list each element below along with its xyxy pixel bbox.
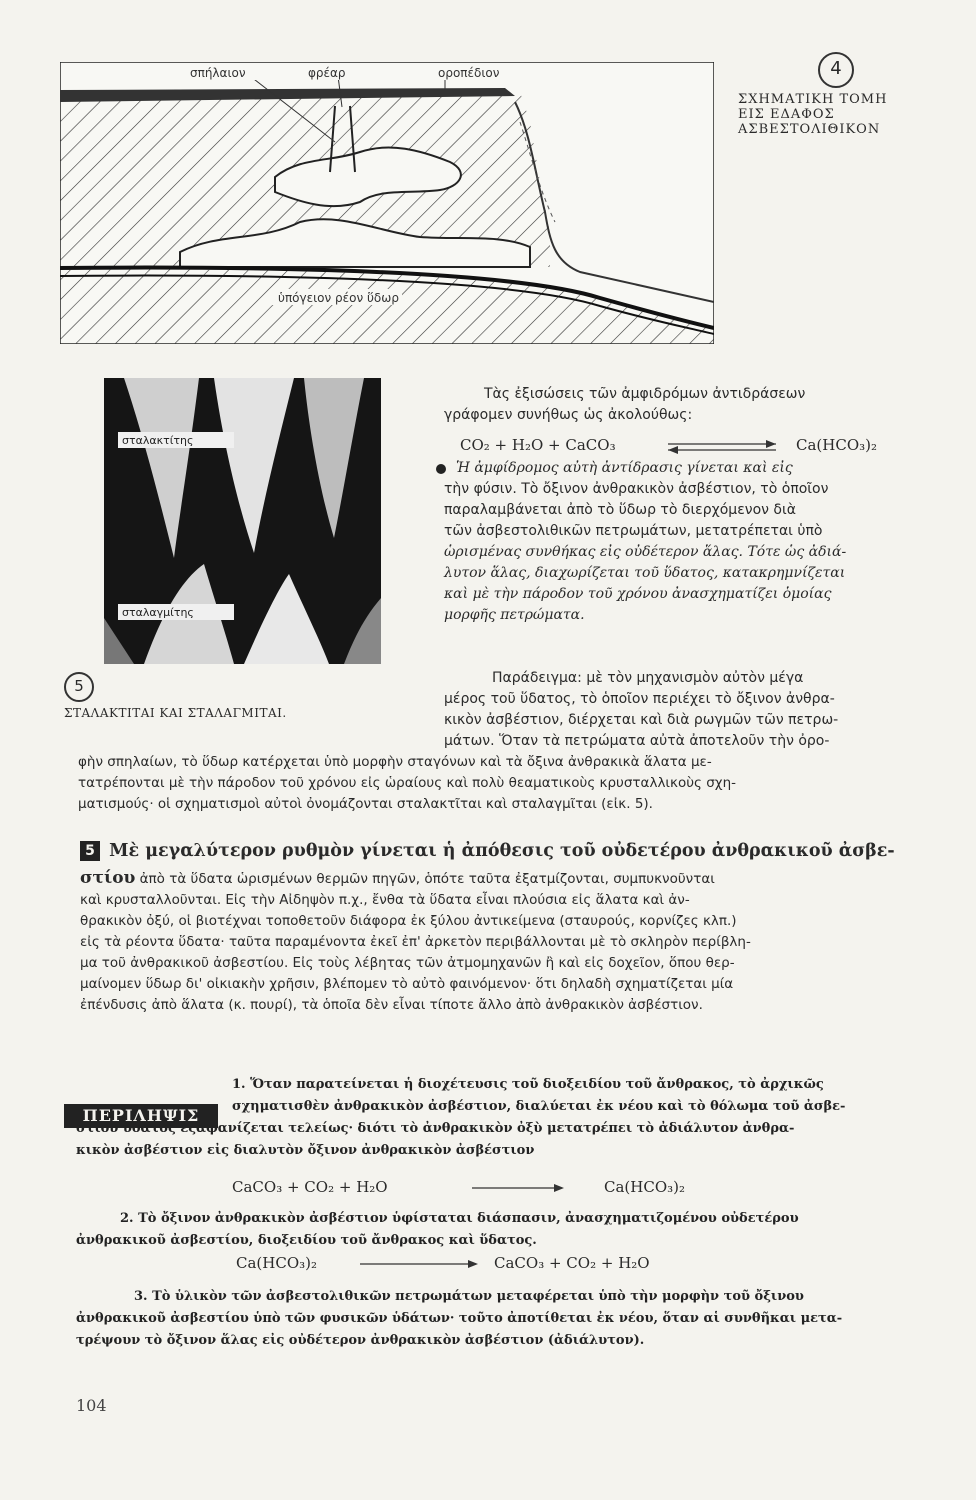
text-line: ἀπὸ τὰ ὕδατα ὡρισμένων θερμῶν πηγῶν, ὁπότε ταῦτα ἐξατμίζονται, συμπυκνοῦνται bbox=[139, 871, 715, 887]
section-heading bbox=[80, 840, 960, 868]
text-line: παραλαμβάνεται ἀπὸ τὸ ὕδωρ τὸ διερχόμενον διὰ bbox=[444, 502, 796, 518]
figure-5-caption: ΣΤΑΛΑΚΤΙΤΑΙ ΚΑΙ ΣΤΑΛΑΓΜΙΤΑΙ. bbox=[64, 706, 287, 720]
text-line: κικὸν ἀσβέστιον, διέρχεται καὶ διὰ ρωγμῶν τῶν πετρω- bbox=[444, 712, 839, 728]
section-heading-text: Μὲ μεγαλύτερον ρυθμὸν γίνεται ἡ ἀπόθεσις τοῦ οὐδετέρου ἀνθρακικοῦ ἀσβε- bbox=[109, 840, 895, 861]
intro-text bbox=[444, 384, 954, 426]
text-line: μορφῆς πετρώματα. bbox=[444, 607, 585, 623]
text-line: 3. Τὸ ὑλικὸν τῶν ἀσβεστολιθικῶν πετρωμάτων μεταφέρεται ὑπὸ τὴν μορφὴν τοῦ ὄξινου bbox=[134, 1289, 804, 1304]
text-line: στίου ὕδατος ἐξαφανίζεται τελείως· διότι τὸ ἀνθρακικὸν ὀξὺ μετατρέπει τὸ ἀδιάλυτον ἀνθρα- bbox=[76, 1121, 795, 1136]
text-line: γράφομεν συνήθως ὡς ἀκολούθως: bbox=[444, 407, 693, 423]
equation-dissolution bbox=[232, 1178, 952, 1200]
equation-right: Ca(HCO₃)₂ bbox=[604, 1178, 686, 1196]
figure-5-number: 5 bbox=[64, 672, 94, 702]
text-line: ἀνθρακικοῦ ἀσβεστίου ὑπὸ τῶν φυσικῶν ὑδάτων· τοῦτο ἀποτίθεται ἐκ νέου, ὅταν αἱ συνθῆκαι μετα- bbox=[76, 1311, 843, 1326]
text-line: Ἡ ἀμφίδρομος αὐτὴ ἀντίδρασις γίνεται καὶ εἰς bbox=[456, 460, 793, 476]
bullet-icon bbox=[436, 464, 446, 474]
figure-5-photo bbox=[104, 378, 381, 664]
text-line: λυτον ἅλας, διαχωρίζεται τοῦ ὕδατος, κατακρημνίζεται bbox=[444, 565, 846, 581]
text-line: Τὰς ἐξισώσεις τῶν ἀμφιδρόμων ἀντιδράσεων bbox=[484, 386, 806, 402]
equation-decomposition bbox=[236, 1254, 956, 1276]
caption-line: ΣΧΗΜΑΤΙΚΗ ΤΟΜΗ bbox=[738, 92, 888, 107]
text-line: τῶν ἀσβεστολιθικῶν πετρωμάτων, μετατρέπεται ὑπὸ bbox=[444, 523, 823, 539]
equation-left: CO₂ + H₂O + CaCO₃ bbox=[460, 436, 616, 454]
label-cave: σπήλαιον bbox=[190, 66, 246, 80]
text-line: Παράδειγμα: μὲ τὸν μηχανισμὸν αὐτὸν μέγα bbox=[492, 670, 804, 686]
label-well: φρέαρ bbox=[308, 66, 346, 80]
text-line: ματισμούς· οἱ σχηματισμοὶ αὐτοὶ ὀνομάζονται σταλακτῖται καὶ σταλαγμῖται (εἰκ. 5). bbox=[78, 796, 653, 812]
section-number-badge: 5 bbox=[80, 841, 100, 861]
text-line: καὶ μὲ τὴν πάροδον τοῦ χρόνου ἀνασχηματίζει ὁμοίας bbox=[444, 586, 832, 602]
text-line: κικὸν ἀσβέστιον εἰς διαλυτὸν ὄξινον ἀνθρακικὸν ἀσβέστιον bbox=[76, 1143, 535, 1158]
text-line: ἐπένδυσις ἀπὸ ἅλατα (κ. πουρί), τὰ ὁποῖα δὲν εἶναι τίποτε ἄλλο ἀπὸ ἀνθρακικὸν ἀσβέστιον. bbox=[80, 997, 703, 1013]
text-line: 1. Ὅταν παρατείνεται ἡ διοχέτευσις τοῦ διοξειδίου τοῦ ἄνθρακος, τὸ ἀρχικῶς bbox=[232, 1077, 824, 1092]
label-plateau: οροπέδιον bbox=[438, 66, 500, 80]
text-line: 2. Τὸ ὄξινον ἀνθρακικὸν ἀσβέστιον ὑφίσταται διάσπασιν, ἀνασχηματιζομένου οὐδετέρου bbox=[120, 1211, 799, 1226]
stalactites-photo-illustration bbox=[104, 378, 381, 664]
text-line: ἀνθρακικοῦ ἀσβεστίου, διοξειδίου τοῦ ἄνθρακος καὶ ὕδατος. bbox=[76, 1233, 537, 1248]
equation-left: Ca(HCO₃)₂ bbox=[236, 1254, 318, 1272]
paragraph-nature-body bbox=[444, 479, 954, 626]
limestone-section-illustration bbox=[60, 62, 714, 344]
summary-item-1 bbox=[76, 1074, 956, 1162]
summary-badge: ΠΕΡΙΛΗΨΙΣ bbox=[64, 1104, 218, 1128]
text-line: καὶ κρυσταλλοῦνται. Εἰς τὴν Αἰδηψὸν π.χ., ἔνθα τὰ ὕδατα εἶναι πλούσια εἰς ἅλατα καὶ ἀν- bbox=[80, 892, 690, 908]
text-line: τρέψουν τὸ ὄξινον ἅλας εἰς οὐδέτερον ἀνθρακικὸν ἀσβέστιον (ἀδιάλυτον). bbox=[76, 1333, 645, 1348]
figure-4-number: 4 bbox=[818, 52, 854, 88]
paragraph-nature bbox=[456, 458, 956, 479]
summary-item-2 bbox=[76, 1208, 956, 1252]
label-stalactite: σταλακτίτης bbox=[122, 434, 194, 447]
text-line: μα τοῦ ἀνθρακικοῦ ἀσβεστίου. Εἰς τοὺς λέβητας τῶν ἀτμομηχανῶν ἢ καὶ εἰς δοχεῖον, ὅπου θερ- bbox=[80, 955, 735, 971]
text-line: φὴν σπηλαίων, τὸ ὕδωρ κατέρχεται ὑπὸ μορφὴν σταγόνων καὶ τὰ ὄξινα ἀνθρακικὰ ἅλατα με- bbox=[78, 754, 712, 770]
figure-4-caption bbox=[738, 92, 968, 137]
equation-left: CaCO₃ + CO₂ + H₂O bbox=[232, 1178, 388, 1196]
label-stalagmite: σταλαγμίτης bbox=[122, 606, 194, 619]
paragraph-example-wide bbox=[78, 752, 958, 815]
section-heading-continuation: στίου bbox=[80, 868, 136, 888]
reaction-arrow-icon bbox=[468, 1182, 568, 1194]
text-line: θρακικὸν ὀξύ, οἱ βιοτέχναι τοποθετοῦν διάφορα ἐκ ξύλου ἀντικείμενα (σταυρούς, κορνίζες κλπ.) bbox=[80, 913, 737, 929]
text-line: μαίνομεν ὕδωρ δι' οἰκιακὴν χρῆσιν, βλέπομεν τὸ αὐτὸ φαινόμενον· ὅτι δηλαδὴ σχηματίζεται μία bbox=[80, 976, 734, 992]
text-line: εἰς τὰ ρέοντα ὕδατα· ταῦτα παραμένοντα ἐκεῖ ἐπ' ἀρκετὸν περιβάλλονται μὲ τὸ σκληρὸν περίβλη- bbox=[80, 934, 751, 950]
text-line: τατρέπονται μὲ τὴν πάροδον τοῦ χρόνου εἰς ὡραίους καὶ πολὺ θεαματικοὺς κρυσταλλικοὺς σχη- bbox=[78, 775, 737, 791]
text-line: ὡρισμένας συνθήκας εἰς οὐδέτερον ἅλας. Τότε ὡς ἀδιά- bbox=[444, 544, 847, 560]
section-body bbox=[80, 868, 960, 1016]
paragraph-example bbox=[444, 668, 954, 752]
summary-item-3 bbox=[76, 1286, 956, 1352]
label-groundwater: ὑπόγειον ρέον ὕδωρ bbox=[278, 291, 399, 305]
equation-right: Ca(HCO₃)₂ bbox=[796, 436, 878, 454]
reaction-arrow-icon bbox=[356, 1258, 482, 1270]
text-line: μέρος τοῦ ὕδατος, τὸ ὁποῖον περιέχει τὸ ὄξινον ἀνθρα- bbox=[444, 691, 835, 707]
caption-line: ΕΙΣ ΕΔΑΦΟΣ bbox=[738, 107, 835, 122]
text-line: μάτων. Ὅταν τὰ πετρώματα αὐτὰ ἀποτελοῦν τὴν ὀρο- bbox=[444, 733, 830, 749]
text-line: σχηματισθὲν ἀνθρακικὸν ἀσβέστιον, διαλύεται ἐκ νέου καὶ τὸ θόλωμα τοῦ ἀσβε- bbox=[232, 1099, 846, 1114]
section-5 bbox=[80, 840, 960, 1016]
equation-reversible bbox=[460, 436, 950, 460]
text-line: τὴν φύσιν. Τὸ ὄξινον ἀνθρακικὸν ἀσβέστιον, τὸ ὁποῖον bbox=[444, 481, 829, 497]
page-number: 104 bbox=[76, 1396, 107, 1415]
caption-line: ΑΣΒΕΣΤΟΛΙΘΙΚΟΝ bbox=[738, 122, 881, 137]
equation-right: CaCO₃ + CO₂ + H₂O bbox=[494, 1254, 650, 1272]
figure-4-diagram bbox=[60, 62, 714, 344]
equilibrium-arrow-icon bbox=[662, 439, 782, 455]
